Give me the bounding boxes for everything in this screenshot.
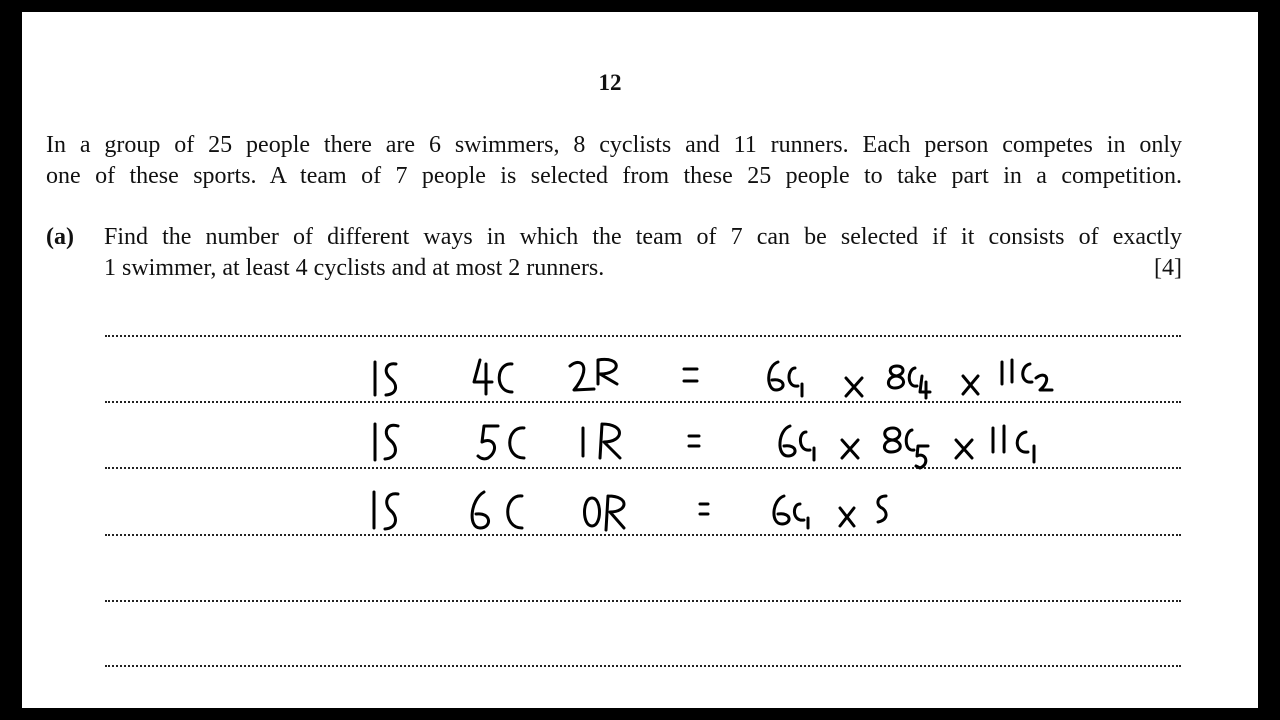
question-label: (a) — [46, 224, 74, 250]
handwriting-row-2 — [375, 424, 1034, 468]
question-line-2: 1 swimmer, at least 4 cyclists and at most 2 runners. — [104, 255, 605, 281]
handwriting-row-1 — [375, 359, 1052, 398]
question-line-1: Find the number of different ways in which the team of 7 can be selected if it consists of exactly — [104, 224, 1182, 250]
page-number: 12 — [598, 70, 622, 95]
intro-line-1: In a group of 25 people there are 6 swimmers, 8 cyclists and 11 runners. Each person competes in only — [46, 132, 1182, 158]
marks-allocation: [4] — [1154, 255, 1182, 281]
handwriting-row-3 — [374, 492, 886, 530]
intro-line-2: one of these sports. A team of 7 people is selected from these 25 people to take part in a competition. — [46, 163, 1182, 189]
